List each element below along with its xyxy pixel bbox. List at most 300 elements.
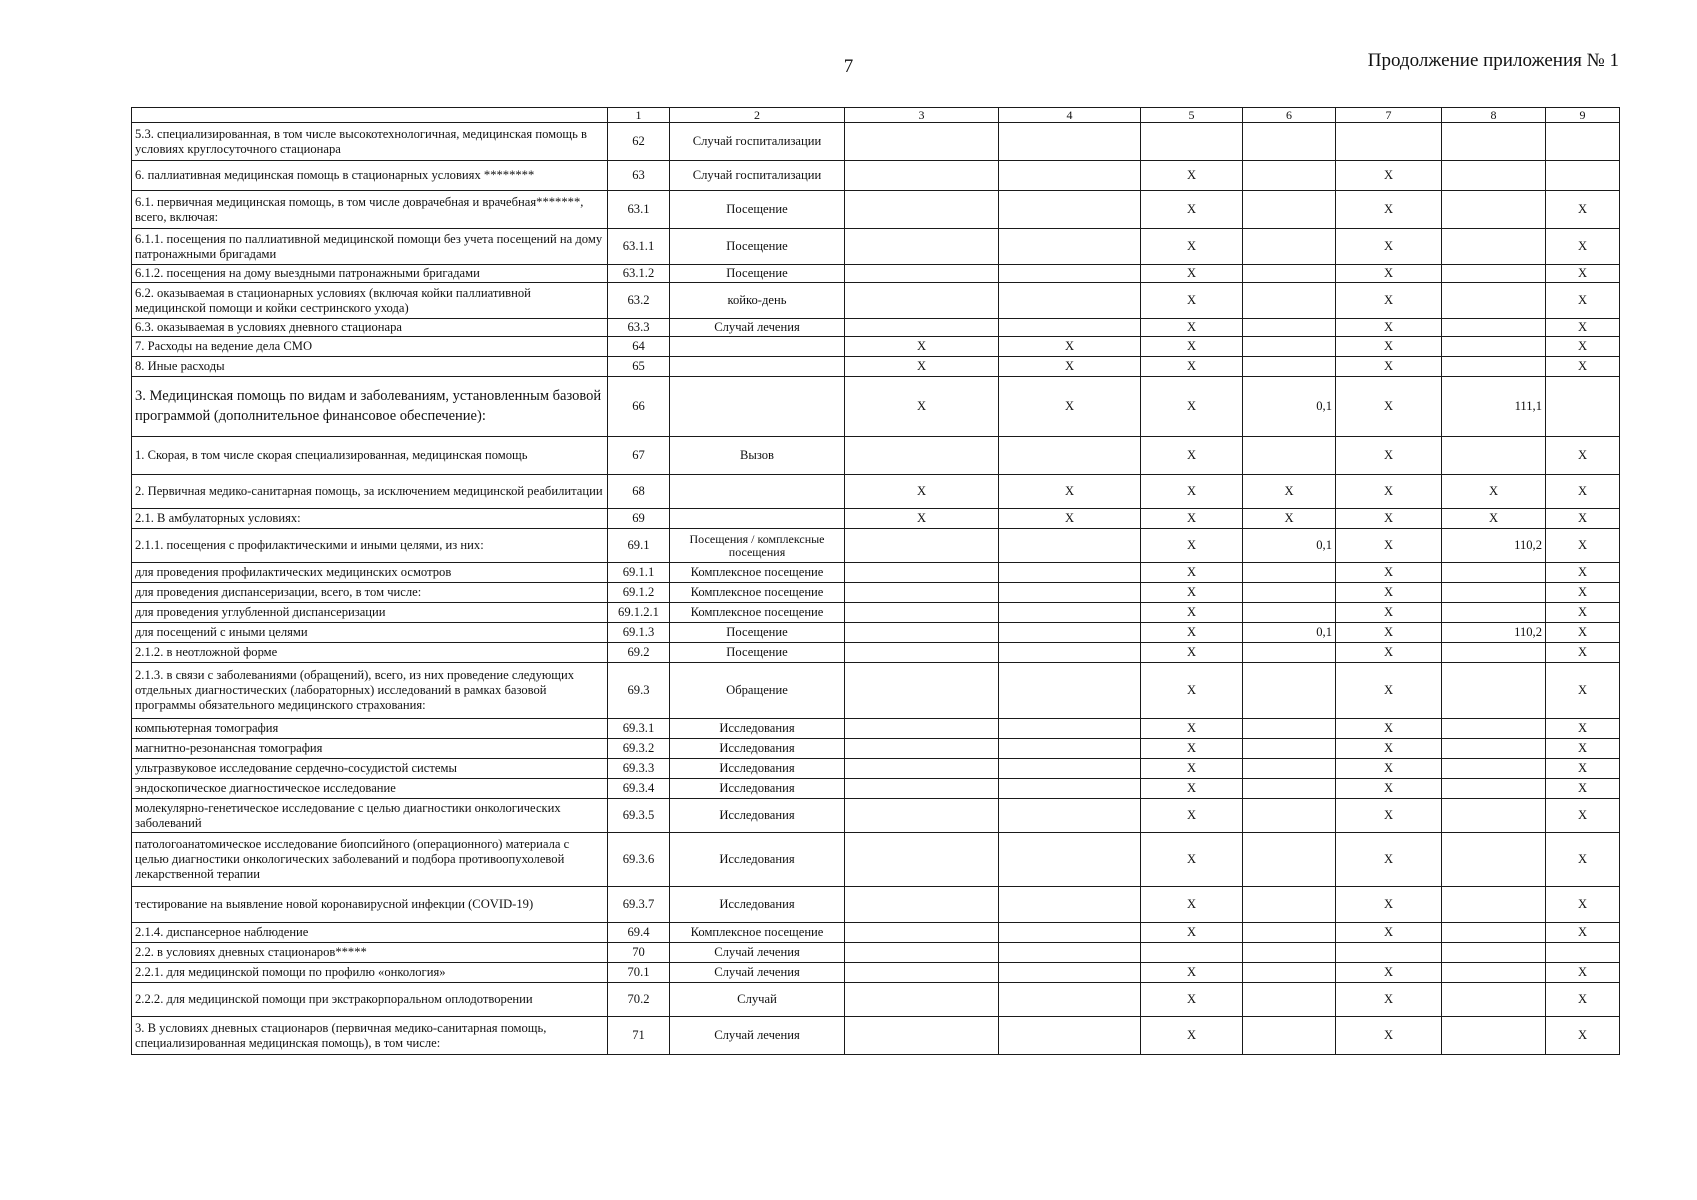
col3-cell: X [845,509,999,529]
col9-cell: X [1546,265,1620,283]
row-name-cell: 8. Иные расходы [132,357,608,377]
col9-cell: X [1546,779,1620,799]
col5-cell: X [1141,799,1243,833]
row-unit-cell: Случай лечения [670,943,845,963]
col5-cell: X [1141,563,1243,583]
row-code-cell: 64 [608,337,670,357]
row-code-cell: 63.1.2 [608,265,670,283]
row-code-cell: 68 [608,475,670,509]
column-header [132,108,608,123]
col7-cell: X [1336,161,1442,191]
col8-cell [1442,583,1546,603]
col7-cell: X [1336,509,1442,529]
row-unit-cell: Комплексное посещение [670,563,845,583]
table-row [132,923,1620,943]
col9-cell: X [1546,643,1620,663]
table-row [132,963,1620,983]
row-name-cell: 2.2.1. для медицинской помощи по профилю «онкология» [132,963,608,983]
col3-cell [845,191,999,229]
col5-cell: X [1141,191,1243,229]
col8-cell: 110,2 [1442,623,1546,643]
col9-cell: X [1546,229,1620,265]
row-code-cell: 69.3.1 [608,719,670,739]
row-unit-cell: Посещение [670,191,845,229]
row-code-cell: 65 [608,357,670,377]
col6-cell: 0,1 [1243,623,1336,643]
row-name-cell: 6. паллиативная медицинская помощь в стационарных условиях ******** [132,161,608,191]
col7-cell: X [1336,437,1442,475]
row-code-cell: 63.1 [608,191,670,229]
col4-cell [999,799,1141,833]
row-unit-cell: Посещение [670,623,845,643]
column-header: 6 [1243,108,1336,123]
col5-cell: X [1141,923,1243,943]
col7-cell: X [1336,779,1442,799]
row-name-cell: 6.1.1. посещения по паллиативной медицинской помощи без учета посещений на дому патронажными бригадами [132,229,608,265]
col7-cell: X [1336,643,1442,663]
col8-cell [1442,759,1546,779]
col5-cell: X [1141,833,1243,887]
table-row [132,583,1620,603]
table-row [132,623,1620,643]
col8-cell [1442,319,1546,337]
col7-cell: X [1336,663,1442,719]
row-code-cell: 69.4 [608,923,670,943]
row-code-cell: 70 [608,943,670,963]
row-unit-cell [670,475,845,509]
col7-cell: X [1336,923,1442,943]
col6-cell [1243,583,1336,603]
col5-cell: X [1141,337,1243,357]
col9-cell: X [1546,739,1620,759]
col5-cell: X [1141,623,1243,643]
col9-cell [1546,161,1620,191]
col6-cell [1243,229,1336,265]
row-unit-cell: Исследования [670,779,845,799]
table-row [132,377,1620,437]
row-name-cell: молекулярно-генетическое исследование с целью диагностики онкологических заболеваний [132,799,608,833]
col7-cell: X [1336,563,1442,583]
col4-cell [999,779,1141,799]
table-row [132,833,1620,887]
col7-cell: X [1336,719,1442,739]
col4-cell [999,963,1141,983]
col8-cell: 110,2 [1442,529,1546,563]
row-code-cell: 63.1.1 [608,229,670,265]
col5-cell: X [1141,663,1243,719]
col6-cell [1243,739,1336,759]
table-row [132,265,1620,283]
col8-cell [1442,799,1546,833]
col6-cell [1243,887,1336,923]
table-row [132,779,1620,799]
col5-cell: X [1141,161,1243,191]
table-row [132,563,1620,583]
col3-cell: X [845,475,999,509]
row-name-cell: патологоанатомическое исследование биопсийного (операционного) материала с целью диагностики онкологических заболеваний и подбора противоопухолевой лекарственной терапии [132,833,608,887]
column-header: 5 [1141,108,1243,123]
col7-cell: X [1336,319,1442,337]
col8-cell [1442,779,1546,799]
col9-cell: X [1546,563,1620,583]
row-name-cell: 6.1. первичная медицинская помощь, в том числе доврачебная и врачебная*******, всего, включая: [132,191,608,229]
row-code-cell: 69.3 [608,663,670,719]
col9-cell: X [1546,583,1620,603]
col8-cell [1442,437,1546,475]
col3-cell: X [845,377,999,437]
row-unit-cell: Исследования [670,739,845,759]
col6-cell [1243,191,1336,229]
row-code-cell: 69.3.5 [608,799,670,833]
col9-cell: X [1546,719,1620,739]
table-row [132,799,1620,833]
col6-cell [1243,265,1336,283]
col4-cell [999,943,1141,963]
table-row [132,123,1620,161]
row-name-cell: 6.3. оказываемая в условиях дневного стационара [132,319,608,337]
col5-cell: X [1141,963,1243,983]
col9-cell: X [1546,509,1620,529]
row-name-cell: тестирование на выявление новой коронавирусной инфекции (COVID-19) [132,887,608,923]
row-unit-cell: Комплексное посещение [670,583,845,603]
col8-cell [1442,1017,1546,1055]
col7-cell: X [1336,337,1442,357]
col5-cell: X [1141,377,1243,437]
row-name-cell: 2.1. В амбулаторных условиях: [132,509,608,529]
col4-cell [999,583,1141,603]
col6-cell [1243,923,1336,943]
row-code-cell: 69.1.2.1 [608,603,670,623]
row-name-cell: 5.3. специализированная, в том числе высокотехнологичная, медицинская помощь в условиях круглосуточного стационара [132,123,608,161]
col3-cell [845,663,999,719]
col6-cell [1243,357,1336,377]
col7-cell: X [1336,739,1442,759]
col6-cell: 0,1 [1243,377,1336,437]
col3-cell [845,779,999,799]
table-row [132,475,1620,509]
col4-cell [999,759,1141,779]
row-unit-cell: Комплексное посещение [670,603,845,623]
col9-cell [1546,943,1620,963]
column-header: 3 [845,108,999,123]
col8-cell [1442,663,1546,719]
row-code-cell: 69.3.7 [608,887,670,923]
col3-cell: X [845,337,999,357]
row-unit-cell: Случай госпитализации [670,161,845,191]
col4-cell [999,161,1141,191]
col4-cell [999,123,1141,161]
row-name-cell: 7. Расходы на ведение дела СМО [132,337,608,357]
col5-cell: X [1141,603,1243,623]
col4-cell: X [999,475,1141,509]
table-row [132,337,1620,357]
col4-cell [999,529,1141,563]
row-unit-cell: Случай [670,983,845,1017]
row-code-cell: 71 [608,1017,670,1055]
col5-cell: X [1141,319,1243,337]
table-row [132,161,1620,191]
col8-cell: 111,1 [1442,377,1546,437]
col4-cell: X [999,337,1141,357]
col9-cell: X [1546,623,1620,643]
col7-cell: X [1336,1017,1442,1055]
col9-cell: X [1546,1017,1620,1055]
col9-cell: X [1546,283,1620,319]
col6-cell: X [1243,475,1336,509]
col7-cell: X [1336,377,1442,437]
col8-cell [1442,643,1546,663]
row-name-cell: компьютерная томография [132,719,608,739]
row-name-cell: 2.1.2. в неотложной форме [132,643,608,663]
column-header: 8 [1442,108,1546,123]
row-code-cell: 69.3.3 [608,759,670,779]
col6-cell [1243,663,1336,719]
table-row [132,229,1620,265]
table-row [132,983,1620,1017]
row-code-cell: 69.2 [608,643,670,663]
row-unit-cell: Исследования [670,719,845,739]
row-name-cell: для проведения диспансеризации, всего, в том числе: [132,583,608,603]
col6-cell: X [1243,509,1336,529]
row-code-cell: 69.1.3 [608,623,670,643]
table-row [132,1017,1620,1055]
col3-cell: X [845,357,999,377]
row-name-cell: 3. Медицинская помощь по видам и заболеваниям, установленным базовой программой (дополнительное финансовое обеспечение): [132,377,608,437]
col8-cell [1442,161,1546,191]
column-header: 9 [1546,108,1620,123]
col6-cell [1243,799,1336,833]
col6-cell: 0,1 [1243,529,1336,563]
table-row [132,529,1620,563]
col9-cell: X [1546,475,1620,509]
col4-cell [999,229,1141,265]
col7-cell: X [1336,265,1442,283]
row-code-cell: 69.3.2 [608,739,670,759]
col5-cell: X [1141,283,1243,319]
row-code-cell: 70.2 [608,983,670,1017]
table-row [132,283,1620,319]
row-name-cell: 2.1.1. посещения с профилактическими и иными целями, из них: [132,529,608,563]
col7-cell: X [1336,229,1442,265]
row-unit-cell: Исследования [670,759,845,779]
col7-cell: X [1336,191,1442,229]
row-name-cell: магнитно-резонансная томография [132,739,608,759]
row-code-cell: 69.3.4 [608,779,670,799]
col9-cell: X [1546,759,1620,779]
row-unit-cell: Посещение [670,643,845,663]
col9-cell: X [1546,319,1620,337]
row-code-cell: 69.1.1 [608,563,670,583]
row-name-cell: 2.2. в условиях дневных стационаров***** [132,943,608,963]
col6-cell [1243,779,1336,799]
row-unit-cell: Обращение [670,663,845,719]
col4-cell [999,719,1141,739]
row-name-cell: эндоскопическое диагностическое исследование [132,779,608,799]
col8-cell [1442,923,1546,943]
col8-cell [1442,123,1546,161]
row-name-cell: 6.1.2. посещения на дому выездными патронажными бригадами [132,265,608,283]
col5-cell [1141,943,1243,963]
col3-cell [845,229,999,265]
col6-cell [1243,437,1336,475]
table-row [132,719,1620,739]
col8-cell [1442,357,1546,377]
col3-cell [845,265,999,283]
col8-cell [1442,833,1546,887]
row-unit-cell: Посещение [670,229,845,265]
col5-cell: X [1141,719,1243,739]
col8-cell [1442,229,1546,265]
col3-cell [845,799,999,833]
col7-cell: X [1336,759,1442,779]
appendix-title: Продолжение приложения № 1 [1367,50,1619,71]
col9-cell [1546,377,1620,437]
row-unit-cell: койко-день [670,283,845,319]
row-name-cell: для проведения профилактических медицинских осмотров [132,563,608,583]
col7-cell: X [1336,983,1442,1017]
row-code-cell: 67 [608,437,670,475]
row-name-cell: 1. Скорая, в том числе скорая специализированная, медицинская помощь [132,437,608,475]
table-row [132,643,1620,663]
row-code-cell: 63 [608,161,670,191]
col6-cell [1243,161,1336,191]
col3-cell [845,437,999,475]
row-code-cell: 63.3 [608,319,670,337]
col7-cell: X [1336,833,1442,887]
col3-cell [845,643,999,663]
row-unit-cell: Комплексное посещение [670,923,845,943]
col5-cell: X [1141,437,1243,475]
table-row [132,191,1620,229]
col7-cell: X [1336,623,1442,643]
col6-cell [1243,123,1336,161]
row-code-cell: 62 [608,123,670,161]
col9-cell: X [1546,603,1620,623]
col6-cell [1243,983,1336,1017]
col3-cell [845,887,999,923]
col9-cell: X [1546,887,1620,923]
col8-cell [1442,887,1546,923]
column-header: 7 [1336,108,1442,123]
col7-cell: X [1336,529,1442,563]
col3-cell [845,1017,999,1055]
row-unit-cell: Случай лечения [670,1017,845,1055]
col7-cell: X [1336,583,1442,603]
col9-cell: X [1546,529,1620,563]
row-unit-cell: Исследования [670,799,845,833]
col4-cell [999,283,1141,319]
col4-cell [999,603,1141,623]
row-unit-cell [670,357,845,377]
table-row [132,509,1620,529]
row-name-cell: 2.1.4. диспансерное наблюдение [132,923,608,943]
row-name-cell: 3. В условиях дневных стационаров (первичная медико-санитарная помощь, специализированная медицинская помощь), в том числе: [132,1017,608,1055]
col7-cell [1336,943,1442,963]
col4-cell [999,319,1141,337]
col9-cell: X [1546,337,1620,357]
table-row [132,887,1620,923]
col6-cell [1243,963,1336,983]
col9-cell: X [1546,833,1620,887]
col3-cell [845,943,999,963]
col5-cell [1141,123,1243,161]
col4-cell [999,563,1141,583]
col8-cell [1442,719,1546,739]
row-code-cell: 69.1.2 [608,583,670,603]
row-code-cell: 69 [608,509,670,529]
col7-cell: X [1336,603,1442,623]
col4-cell [999,1017,1141,1055]
col6-cell [1243,563,1336,583]
col3-cell [845,283,999,319]
row-code-cell: 70.1 [608,963,670,983]
col6-cell [1243,719,1336,739]
col6-cell [1243,337,1336,357]
col4-cell [999,643,1141,663]
table-row [132,357,1620,377]
column-header: 4 [999,108,1141,123]
col5-cell: X [1141,983,1243,1017]
row-code-cell: 69.1 [608,529,670,563]
col9-cell: X [1546,191,1620,229]
col5-cell: X [1141,779,1243,799]
table-row [132,943,1620,963]
col9-cell: X [1546,963,1620,983]
col5-cell: X [1141,357,1243,377]
col9-cell: X [1546,799,1620,833]
col8-cell: X [1442,475,1546,509]
row-unit-cell: Исследования [670,887,845,923]
data-table [131,107,1620,1055]
col6-cell [1243,319,1336,337]
col4-cell [999,833,1141,887]
col5-cell: X [1141,583,1243,603]
col7-cell: X [1336,799,1442,833]
col8-cell [1442,603,1546,623]
col4-cell [999,191,1141,229]
table-row [132,759,1620,779]
row-unit-cell: Исследования [670,833,845,887]
col4-cell: X [999,509,1141,529]
col5-cell: X [1141,475,1243,509]
col9-cell: X [1546,437,1620,475]
col9-cell: X [1546,663,1620,719]
col3-cell [845,529,999,563]
col7-cell [1336,123,1442,161]
table-row [132,319,1620,337]
col6-cell [1243,759,1336,779]
col9-cell: X [1546,357,1620,377]
col3-cell [845,623,999,643]
row-code-cell: 69.3.6 [608,833,670,887]
row-unit-cell: Случай госпитализации [670,123,845,161]
col3-cell [845,923,999,943]
col3-cell [845,563,999,583]
col6-cell [1243,603,1336,623]
col3-cell [845,983,999,1017]
col6-cell [1243,943,1336,963]
row-unit-cell [670,509,845,529]
row-unit-cell: Посещение [670,265,845,283]
col5-cell: X [1141,887,1243,923]
page-number: 7 [843,56,854,77]
header-row [132,108,1620,123]
col8-cell [1442,265,1546,283]
col5-cell: X [1141,739,1243,759]
col8-cell [1442,563,1546,583]
row-name-cell: 2.2.2. для медицинской помощи при экстракорпоральном оплодотворении [132,983,608,1017]
table-row [132,437,1620,475]
